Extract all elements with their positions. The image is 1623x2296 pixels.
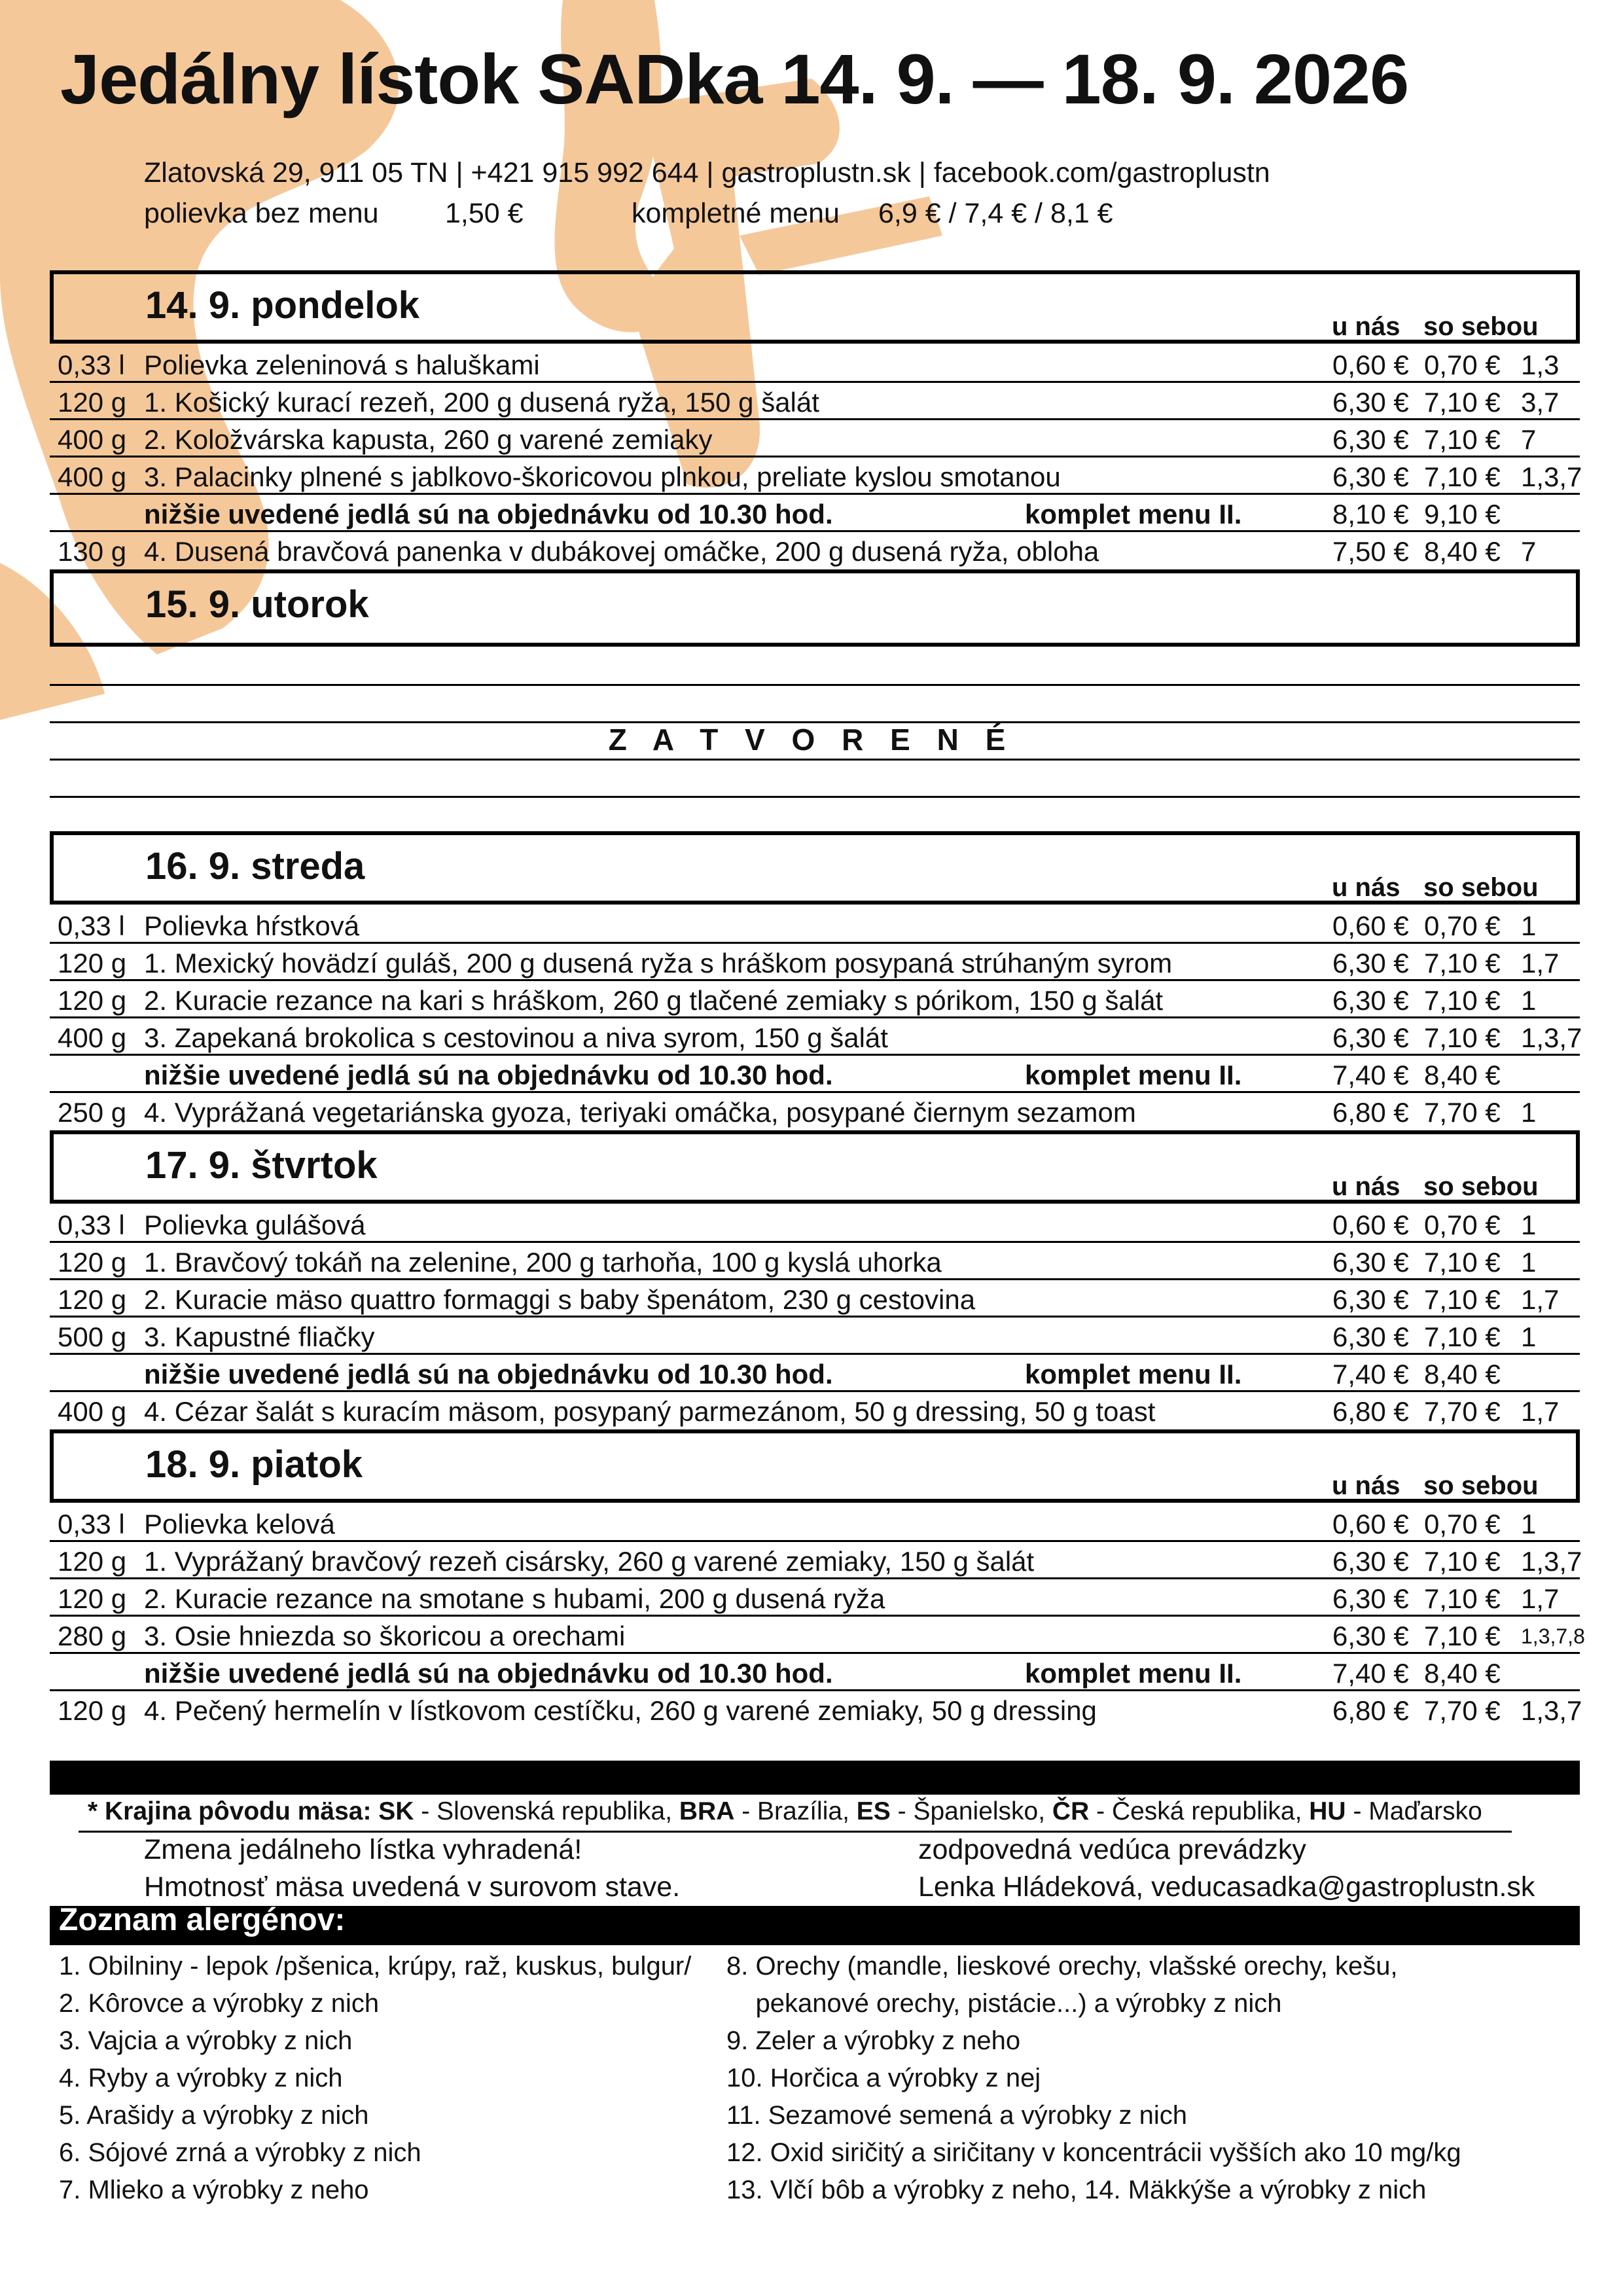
- menu-row: [50, 1018, 1580, 1056]
- combo-price-togo: 8,40 €: [1424, 1060, 1501, 1090]
- day-header-monday: [50, 270, 1580, 344]
- soup-price: 1,50 €: [445, 198, 524, 229]
- item-allergens: 1,7: [1521, 1583, 1560, 1614]
- item-price-here: 0,60 €: [1332, 1509, 1409, 1539]
- item-quantity: 400 g: [58, 461, 127, 492]
- menu-row-soup: [50, 346, 1580, 383]
- combo-price-here: 7,40 €: [1332, 1658, 1409, 1689]
- item-quantity: 0,33 l: [58, 1509, 125, 1539]
- menu-row: [50, 1542, 1580, 1579]
- combo-label: komplet menu II.: [1025, 1658, 1242, 1689]
- item-quantity: 500 g: [58, 1321, 127, 1352]
- day-title: 17. 9. štvrtok: [145, 1144, 378, 1187]
- item-name: 3. Palacinky plnené s jablkovo-škoricovou plnkou, preliate kyslou smotanou: [144, 461, 1061, 492]
- allergen-item: 5. Arašidy a výrobky z nich: [59, 2101, 369, 2130]
- item-price-togo: 7,10 €: [1424, 1583, 1501, 1614]
- item-price-togo: 7,10 €: [1424, 1247, 1501, 1278]
- item-price-togo: 7,10 €: [1424, 1022, 1501, 1053]
- item-allergens: 1: [1521, 1321, 1537, 1352]
- item-price-here: 0,60 €: [1332, 1210, 1409, 1240]
- combo-price-togo: 9,10 €: [1424, 499, 1501, 529]
- item-price-here: 6,30 €: [1332, 1284, 1409, 1315]
- allergen-title: Zoznam alergénov:: [59, 1903, 346, 1937]
- combo-price-here: 8,10 €: [1332, 499, 1409, 529]
- item-price-togo: 7,10 €: [1424, 1321, 1501, 1352]
- day-header-thursday: [50, 1130, 1580, 1204]
- menu-row: [50, 420, 1580, 457]
- allergen-item: 7. Mlieko a výrobky z neho: [59, 2176, 369, 2204]
- col-here-label: u nás: [1332, 1471, 1400, 1500]
- item-allergens: 1,7: [1521, 1284, 1560, 1315]
- menu-row-soup: [50, 1505, 1580, 1542]
- origin-underline: [79, 1831, 1512, 1833]
- combo-price-togo: 8,40 €: [1424, 1658, 1501, 1689]
- allergen-item: 11. Sezamové semená a výrobky z nich: [726, 2101, 1188, 2130]
- item-name: 2. Kuracie rezance na smotane s hubami, 200 g dusená ryža: [144, 1583, 885, 1614]
- item-price-togo: 0,70 €: [1424, 1210, 1501, 1240]
- contact-line: Zlatovská 29, 911 05 TN | +421 915 992 644 | gastroplustn.sk | facebook.com/gastroplustn: [144, 157, 1270, 188]
- menu-row: [50, 944, 1580, 981]
- item-price-here: 7,50 €: [1332, 536, 1409, 567]
- allergen-item: 3. Vajcia a výrobky z nich: [59, 2026, 353, 2055]
- item-name: 2. Kuracie mäso quattro formaggi s baby špenátom, 230 g cestovina: [144, 1284, 976, 1315]
- item-quantity: 0,33 l: [58, 1210, 125, 1240]
- item-price-here: 6,30 €: [1332, 1022, 1409, 1053]
- menu-row-special: [50, 1392, 1580, 1429]
- item-quantity: 120 g: [58, 985, 127, 1016]
- item-price-togo: 7,70 €: [1424, 1396, 1501, 1427]
- divider: [50, 759, 1580, 761]
- item-price-here: 6,30 €: [1332, 1321, 1409, 1352]
- order-note-row: [50, 1654, 1580, 1691]
- order-note: nižšie uvedené jedlá sú na objednávku od 10.30 hod.: [144, 499, 833, 529]
- item-quantity: 280 g: [58, 1621, 127, 1651]
- item-name: 3. Osie hniezda so škoricou a orechami: [144, 1621, 626, 1651]
- col-here-label: u nás: [1332, 1172, 1400, 1201]
- item-price-togo: 7,10 €: [1424, 985, 1501, 1016]
- item-name: Polievka hŕstková: [144, 910, 360, 941]
- item-allergens: 3,7: [1521, 387, 1560, 418]
- menu-row: [50, 1617, 1585, 1654]
- item-price-togo: 7,70 €: [1424, 1097, 1501, 1128]
- day-header-tuesday: [50, 569, 1580, 647]
- item-quantity: 120 g: [58, 948, 127, 978]
- origin-country: Maďarsko: [1368, 1797, 1482, 1825]
- page-title: Jedálny lístok SADka 14. 9. — 18. 9. 2026: [60, 39, 1409, 118]
- menu-row-soup: [50, 906, 1580, 944]
- item-price-togo: 7,10 €: [1424, 1621, 1501, 1651]
- item-price-togo: 7,70 €: [1424, 1695, 1501, 1726]
- item-allergens: 7: [1521, 536, 1537, 567]
- meat-origin-line: * Krajina pôvodu mäsa: SK - Slovenská republika, BRA - Brazília, ES - Španielsko, ČR - Česká republika, HU - Maďarsko: [88, 1797, 1482, 1825]
- item-name: 1. Košický kurací rezeň, 200 g dusená ryža, 150 g šalát: [144, 387, 819, 418]
- item-name: 3. Kapustné fliačky: [144, 1321, 375, 1352]
- item-quantity: 0,33 l: [58, 910, 125, 941]
- day-header-friday: [50, 1429, 1580, 1503]
- col-here-label: u nás: [1332, 312, 1400, 341]
- item-name: 4. Dusená bravčová panenka v dubákovej omáčke, 200 g dusená ryža, obloha: [144, 536, 1099, 567]
- item-price-here: 6,30 €: [1332, 387, 1409, 418]
- item-allergens: 1: [1521, 985, 1537, 1016]
- combo-price-togo: 8,40 €: [1424, 1359, 1501, 1390]
- item-allergens: 1: [1521, 910, 1537, 941]
- origin-prefix: * Krajina pôvodu mäsa:: [88, 1797, 379, 1825]
- allergen-item: 4. Ryby a výrobky z nich: [59, 2064, 343, 2092]
- combo-label: komplet menu II.: [1025, 1359, 1242, 1390]
- item-name: 1. Mexický hovädzí guláš, 200 g dusená ryža s hráškom posypaná strúhaným syrom: [144, 948, 1173, 978]
- divider: [50, 684, 1580, 686]
- col-togo-label: so sebou: [1423, 312, 1539, 341]
- item-allergens: 7: [1521, 424, 1537, 455]
- item-price-togo: 0,70 €: [1424, 1509, 1501, 1539]
- combo-label: komplet menu II.: [1025, 1060, 1242, 1090]
- item-name: 3. Zapekaná brokolica s cestovinou a niva syrom, 150 g šalát: [144, 1022, 888, 1053]
- item-price-togo: 0,70 €: [1424, 350, 1501, 380]
- origin-code: BRA: [679, 1797, 735, 1825]
- item-quantity: 0,33 l: [58, 350, 125, 380]
- item-price-togo: 7,10 €: [1424, 948, 1501, 978]
- item-allergens: 1: [1521, 1210, 1537, 1240]
- menu-row-special: [50, 1691, 1580, 1729]
- menu-row: [50, 1318, 1580, 1355]
- menu-price: 6,9 € / 7,4 € / 8,1 €: [878, 198, 1113, 229]
- menu-row: [50, 1280, 1580, 1318]
- item-quantity: 400 g: [58, 1022, 127, 1053]
- allergen-item: 6. Sójové zrná a výrobky z nich: [59, 2138, 421, 2167]
- day-title: 14. 9. pondelok: [145, 284, 419, 327]
- item-quantity: 400 g: [58, 1396, 127, 1427]
- allergen-item: 8. Orechy (mandle, lieskové orechy, vlašské orechy, kešu,: [726, 1952, 1398, 1981]
- combo-label: komplet menu II.: [1025, 499, 1242, 529]
- origin-code: ČR: [1052, 1797, 1090, 1825]
- order-note: nižšie uvedené jedlá sú na objednávku od 10.30 hod.: [144, 1060, 833, 1090]
- item-price-here: 6,30 €: [1332, 461, 1409, 492]
- menu-row: [50, 1579, 1580, 1617]
- item-price-togo: 7,10 €: [1424, 387, 1501, 418]
- allergen-item: pekanové orechy, pistácie...) a výrobky z nich: [726, 1989, 1282, 2018]
- divider: [50, 796, 1580, 798]
- item-quantity: 120 g: [58, 387, 127, 418]
- menu-label: kompletné menu: [632, 198, 840, 229]
- item-allergens: 1,3,7: [1521, 1546, 1582, 1577]
- item-quantity: 120 g: [58, 1546, 127, 1577]
- origin-country: Brazília: [757, 1797, 843, 1825]
- item-quantity: 120 g: [58, 1583, 127, 1614]
- item-name: Polievka kelová: [144, 1509, 335, 1539]
- order-note-row: [50, 1056, 1580, 1093]
- item-price-togo: 7,10 €: [1424, 1546, 1501, 1577]
- item-price-here: 6,80 €: [1332, 1695, 1409, 1726]
- item-name: 2. Koložvárska kapusta, 260 g varené zemiaky: [144, 424, 713, 455]
- combo-price-here: 7,40 €: [1332, 1359, 1409, 1390]
- item-price-togo: 8,40 €: [1424, 536, 1501, 567]
- order-note: nižšie uvedené jedlá sú na objednávku od 10.30 hod.: [144, 1658, 833, 1689]
- item-price-togo: 0,70 €: [1424, 910, 1501, 941]
- allergen-item: 1. Obilniny - lepok /pšenica, krúpy, raž, kuskus, bulgur/: [59, 1952, 692, 1981]
- allergen-item: 10. Horčica a výrobky z nej: [726, 2064, 1041, 2092]
- col-togo-label: so sebou: [1423, 873, 1539, 902]
- item-price-here: 6,30 €: [1332, 948, 1409, 978]
- item-quantity: 250 g: [58, 1097, 127, 1128]
- item-allergens: 1: [1521, 1509, 1537, 1539]
- item-price-here: 6,80 €: [1332, 1097, 1409, 1128]
- item-price-here: 0,60 €: [1332, 350, 1409, 380]
- day-title: 15. 9. utorok: [145, 583, 369, 626]
- item-allergens: 1,7: [1521, 1396, 1560, 1427]
- col-togo-label: so sebou: [1423, 1471, 1539, 1500]
- menu-row: [50, 383, 1580, 420]
- closed-notice: Z A T V O R E N É: [608, 723, 1015, 757]
- item-allergens: 1,3: [1521, 350, 1560, 380]
- menu-row: [50, 1243, 1580, 1280]
- item-price-togo: 7,10 €: [1424, 1284, 1501, 1315]
- order-note: nižšie uvedené jedlá sú na objednávku od 10.30 hod.: [144, 1359, 833, 1390]
- item-name: 4. Pečený hermelín v lístkovom cestíčku, 260 g varené zemiaky, 50 g dressing: [144, 1695, 1097, 1726]
- order-note-row: [50, 495, 1580, 532]
- item-price-here: 6,30 €: [1332, 1621, 1409, 1651]
- allergen-item: 9. Zeler a výrobky z neho: [726, 2026, 1021, 2055]
- manager-contact: Lenka Hládeková, veducasadka@gastroplustn.sk: [918, 1871, 1535, 1903]
- item-name: 1. Bravčový tokáň na zelenine, 200 g tarhoňa, 100 g kyslá uhorka: [144, 1247, 942, 1278]
- item-price-togo: 7,10 €: [1424, 424, 1501, 455]
- item-quantity: 120 g: [58, 1695, 127, 1726]
- item-name: Polievka zeleninová s haluškami: [144, 350, 540, 380]
- item-quantity: 120 g: [58, 1284, 127, 1315]
- item-price-here: 6,30 €: [1332, 1247, 1409, 1278]
- day-title: 16. 9. streda: [145, 845, 365, 888]
- col-here-label: u nás: [1332, 873, 1400, 902]
- item-price-here: 6,30 €: [1332, 1583, 1409, 1614]
- item-quantity: 400 g: [58, 424, 127, 455]
- item-name: 1. Vyprážaný bravčový rezeň cisársky, 260 g varené zemiaky, 150 g šalát: [144, 1546, 1035, 1577]
- allergen-item: 13. Vlčí bôb a výrobky z neho, 14. Mäkkýše a výrobky z nich: [726, 2176, 1427, 2204]
- origin-country: Slovenská republika: [437, 1797, 666, 1825]
- day-title: 18. 9. piatok: [145, 1443, 363, 1486]
- origin-code: HU: [1309, 1797, 1346, 1825]
- item-allergens: 1,3,7: [1521, 1695, 1582, 1726]
- origin-country: Česká republika: [1111, 1797, 1295, 1825]
- menu-row: [50, 457, 1580, 495]
- menu-row: [50, 981, 1580, 1018]
- item-allergens: 1,3,7,8: [1521, 1624, 1585, 1648]
- item-price-here: 6,30 €: [1332, 985, 1409, 1016]
- item-price-here: 0,60 €: [1332, 910, 1409, 941]
- item-price-togo: 7,10 €: [1424, 461, 1501, 492]
- item-name: Polievka gulášová: [144, 1210, 366, 1240]
- origin-code: ES: [856, 1797, 891, 1825]
- item-allergens: 1,7: [1521, 948, 1560, 978]
- item-allergens: 1,3,7: [1521, 1022, 1582, 1053]
- item-price-here: 6,30 €: [1332, 424, 1409, 455]
- item-quantity: 130 g: [58, 536, 127, 567]
- item-allergens: 1: [1521, 1097, 1537, 1128]
- origin-country: Španielsko: [913, 1797, 1039, 1825]
- separator-bar: [50, 1761, 1580, 1795]
- item-price-here: 6,30 €: [1332, 1546, 1409, 1577]
- menu-row-special: [50, 532, 1580, 569]
- change-note: Zmena jedálneho lístka vyhradená!: [144, 1834, 582, 1865]
- order-note-row: [50, 1355, 1580, 1392]
- weight-note: Hmotnosť mäsa uvedená v surovom stave.: [144, 1871, 681, 1903]
- item-name: 4. Cézar šalát s kuracím mäsom, posypaný parmezánom, 50 g dressing, 50 g toast: [144, 1396, 1156, 1427]
- manager-role: zodpovedná vedúca prevádzky: [918, 1834, 1306, 1865]
- origin-code: SK: [378, 1797, 414, 1825]
- item-quantity: 120 g: [58, 1247, 127, 1278]
- allergen-item: 2. Kôrovce a výrobky z nich: [59, 1989, 380, 2018]
- item-allergens: 1,3,7: [1521, 461, 1582, 492]
- combo-price-here: 7,40 €: [1332, 1060, 1409, 1090]
- col-togo-label: so sebou: [1423, 1172, 1539, 1201]
- day-header-wednesday: [50, 831, 1580, 905]
- soup-label: polievka bez menu: [144, 198, 379, 229]
- menu-row-special: [50, 1093, 1580, 1130]
- item-name: 4. Vyprážaná vegetariánska gyoza, teriyaki omáčka, posypané čiernym sezamom: [144, 1097, 1136, 1128]
- item-price-here: 6,80 €: [1332, 1396, 1409, 1427]
- item-allergens: 1: [1521, 1247, 1537, 1278]
- allergen-item: 12. Oxid siričitý a siričitany v koncentrácii vyšších ako 10 mg/kg: [726, 2138, 1461, 2167]
- item-name: 2. Kuracie rezance na kari s hráškom, 260 g tlačené zemiaky s pórikom, 150 g šalát: [144, 985, 1164, 1016]
- menu-row-soup: [50, 1206, 1580, 1243]
